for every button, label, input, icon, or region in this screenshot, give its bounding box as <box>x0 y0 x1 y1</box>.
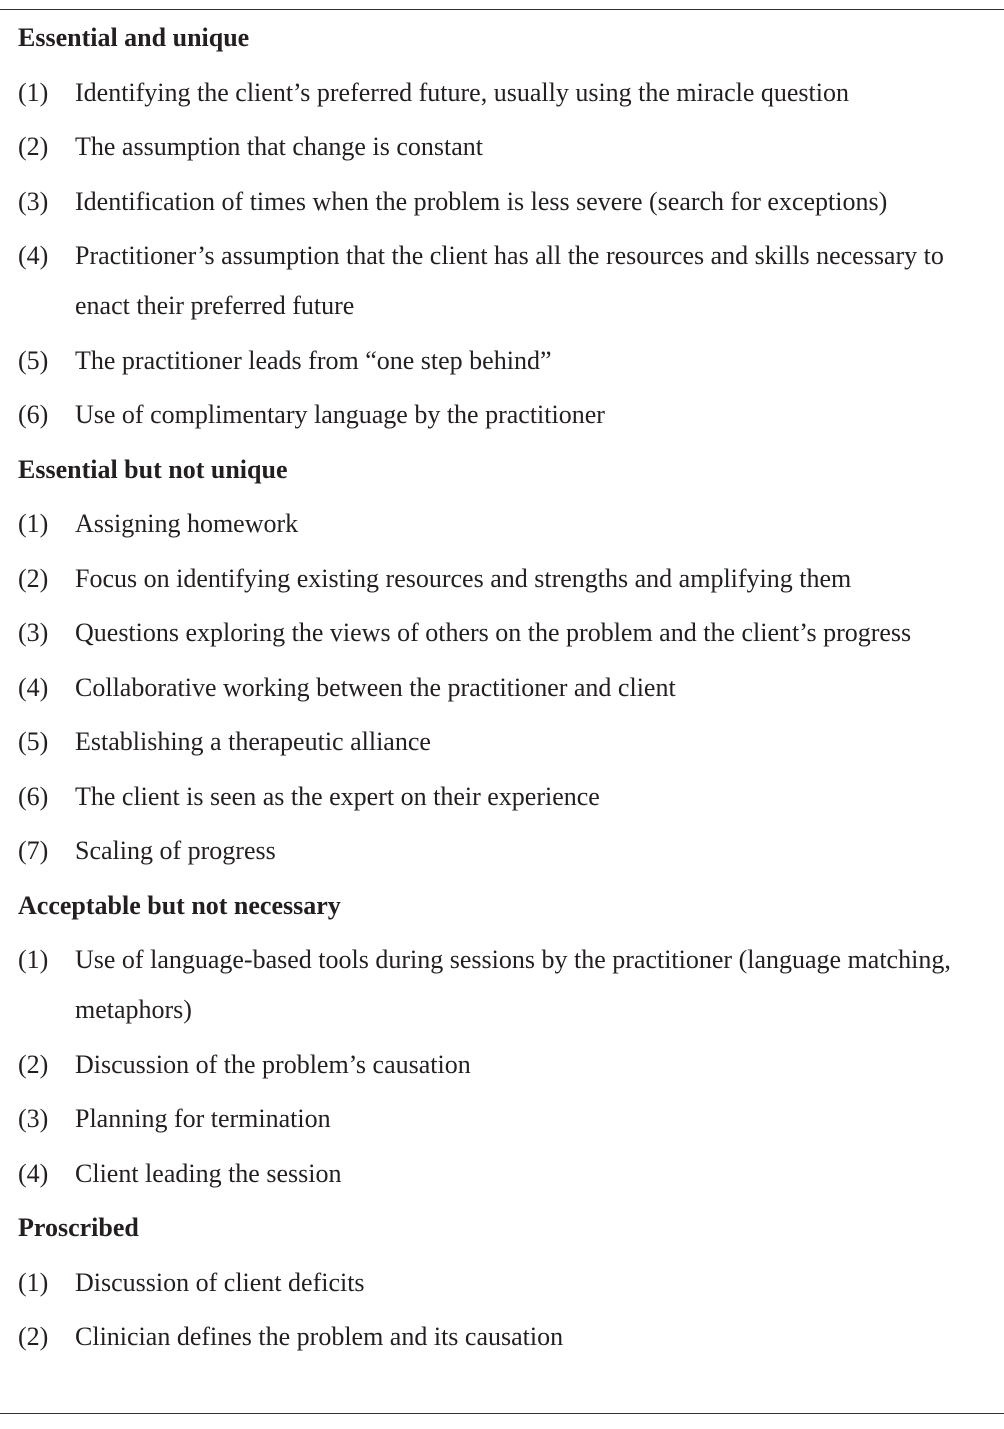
table-row <box>0 388 1004 443</box>
item-text: Practitioner’s assumption that the client has all the resources and skills necessary to enact their preferred future <box>75 241 944 321</box>
item-text: Assigning homework <box>75 509 299 539</box>
item-number: (2) <box>18 1049 49 1079</box>
item-text: Collaborative working between the practitioner and client <box>75 672 676 702</box>
item-text: Scaling of progress <box>75 836 276 866</box>
criteria-table <box>0 11 1004 1365</box>
item-number: (3) <box>18 1104 49 1134</box>
table-row <box>0 1038 1004 1093</box>
item-text: The assumption that change is constant <box>75 132 483 162</box>
table-bottom-rule <box>0 1413 1004 1414</box>
item-text: Questions exploring the views of others on the problem and the client’s progress <box>75 618 912 648</box>
table-row <box>0 770 1004 825</box>
table-row <box>0 933 1004 1038</box>
table-row <box>0 1147 1004 1202</box>
table-row <box>0 66 1004 121</box>
table-row <box>0 715 1004 770</box>
section-heading-acceptable-but-not-necessary: Acceptable but not necessary <box>18 890 341 920</box>
table-row <box>0 552 1004 607</box>
table-row <box>0 824 1004 879</box>
item-text: Identification of times when the problem is less severe (search for exceptions) <box>75 186 888 216</box>
table-row <box>0 120 1004 175</box>
table-top-rule <box>0 9 1004 10</box>
item-text: Establishing a therapeutic alliance <box>75 727 431 757</box>
item-number: (1) <box>18 945 49 975</box>
item-text: Use of complimentary language by the practitioner <box>75 400 605 430</box>
item-text: The practitioner leads from “one step behind” <box>75 345 552 375</box>
item-text: Discussion of the problem’s causation <box>75 1049 471 1079</box>
table-row <box>0 175 1004 230</box>
item-number: (7) <box>18 836 49 866</box>
item-number: (3) <box>18 186 49 216</box>
item-text: Clinician defines the problem and its causation <box>75 1322 564 1352</box>
item-number: (4) <box>18 241 49 271</box>
item-text: Discussion of client deficits <box>75 1267 365 1297</box>
item-number: (1) <box>18 77 49 107</box>
table-row <box>0 497 1004 552</box>
section-heading-proscribed: Proscribed <box>18 1213 139 1242</box>
item-text: Identifying the client’s preferred future, usually using the miracle question <box>75 77 849 107</box>
item-number: (1) <box>18 1267 49 1297</box>
item-number: (5) <box>18 345 49 375</box>
item-number: (2) <box>18 132 49 162</box>
section-heading-essential-and-unique: Essential and unique <box>18 23 250 52</box>
section-heading-essential-but-not-unique: Essential but not unique <box>18 454 288 484</box>
item-text: Planning for termination <box>75 1104 331 1134</box>
item-number: (4) <box>18 672 49 702</box>
table-row <box>0 661 1004 716</box>
item-number: (1) <box>18 509 49 539</box>
item-text: Use of language-based tools during sessions by the practitioner (language matching, metaphors) <box>75 945 951 1025</box>
table-row <box>0 1092 1004 1147</box>
table-row <box>0 334 1004 389</box>
table-row <box>0 606 1004 661</box>
item-number: (2) <box>18 563 49 593</box>
item-number: (6) <box>18 781 49 811</box>
item-number: (3) <box>18 618 49 648</box>
table-row <box>0 1310 1004 1365</box>
item-number: (2) <box>18 1322 49 1352</box>
table-row <box>0 229 1004 334</box>
item-text: The client is seen as the expert on their experience <box>75 781 600 811</box>
item-number: (5) <box>18 727 49 757</box>
item-text: Client leading the session <box>75 1158 342 1188</box>
item-number: (6) <box>18 400 49 430</box>
item-number: (4) <box>18 1158 49 1188</box>
table-row <box>0 1256 1004 1311</box>
item-text: Focus on identifying existing resources and strengths and amplifying them <box>75 563 852 593</box>
